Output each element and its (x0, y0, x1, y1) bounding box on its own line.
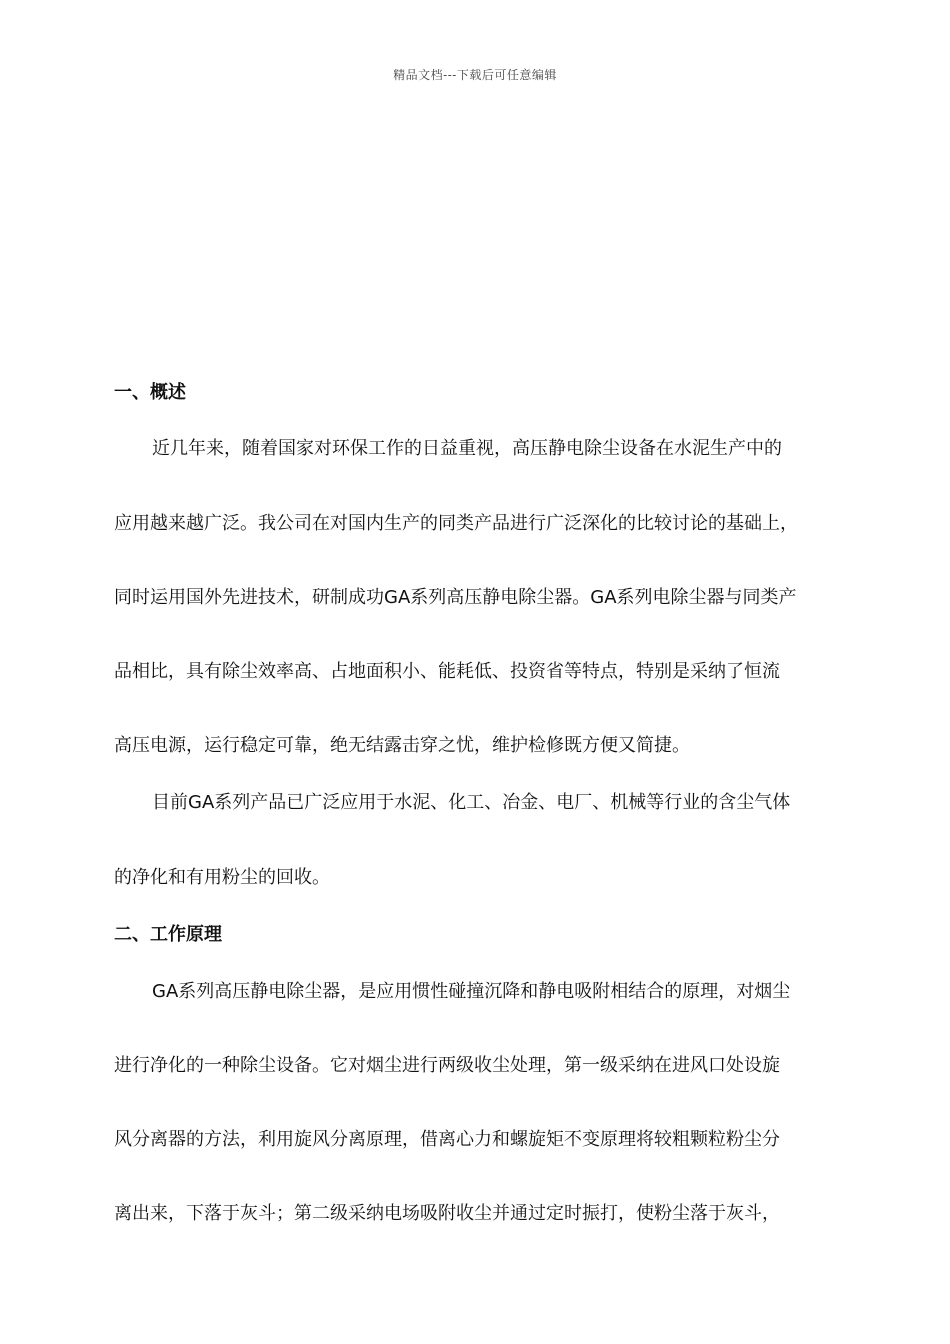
paragraph-line: 目前GA系列产品已广泛应用于水泥、化工、冶金、电厂、机械等行业的含尘气体 (152, 792, 791, 813)
paragraph-line: 进行净化的一种除尘设备。它对烟尘进行两级收尘处理，第一级采纳在进风口处设旋 (114, 1055, 780, 1076)
paragraph-line: 高压电源，运行稳定可靠，绝无结露击穿之忧，维护检修既方便又简捷。 (114, 735, 690, 756)
paragraph-line: GA系列高压静电除尘器，是应用惯性碰撞沉降和静电吸附相结合的原理，对烟尘 (152, 981, 791, 1002)
section-heading-overview: 一、概述 (114, 382, 186, 403)
page-header: 精品文档---下载后可任意编辑 (393, 68, 557, 82)
paragraph-line: 同时运用国外先进技术，研制成功GA系列高压静电除尘器。GA系列电除尘器与同类产 (114, 587, 797, 608)
paragraph-line: 品相比，具有除尘效率高、占地面积小、能耗低、投资省等特点，特别是采纳了恒流 (114, 661, 780, 682)
paragraph-line: 应用越来越广泛。我公司在对国内生产的同类产品进行广泛深化的比较讨论的基础上， (114, 513, 798, 534)
section-heading-working-principle: 二、工作原理 (114, 924, 222, 945)
paragraph-line: 风分离器的方法，利用旋风分离原理，借离心力和螺旋矩不变原理将较粗颗粒粉尘分 (114, 1129, 780, 1150)
paragraph-line: 的净化和有用粉尘的回收。 (114, 867, 330, 888)
paragraph-line: 离出来，下落于灰斗；第二级采纳电场吸附收尘并通过定时振打，使粉尘落于灰斗， (114, 1203, 780, 1224)
paragraph-line: 近几年来，随着国家对环保工作的日益重视，高压静电除尘设备在水泥生产中的 (152, 438, 782, 459)
